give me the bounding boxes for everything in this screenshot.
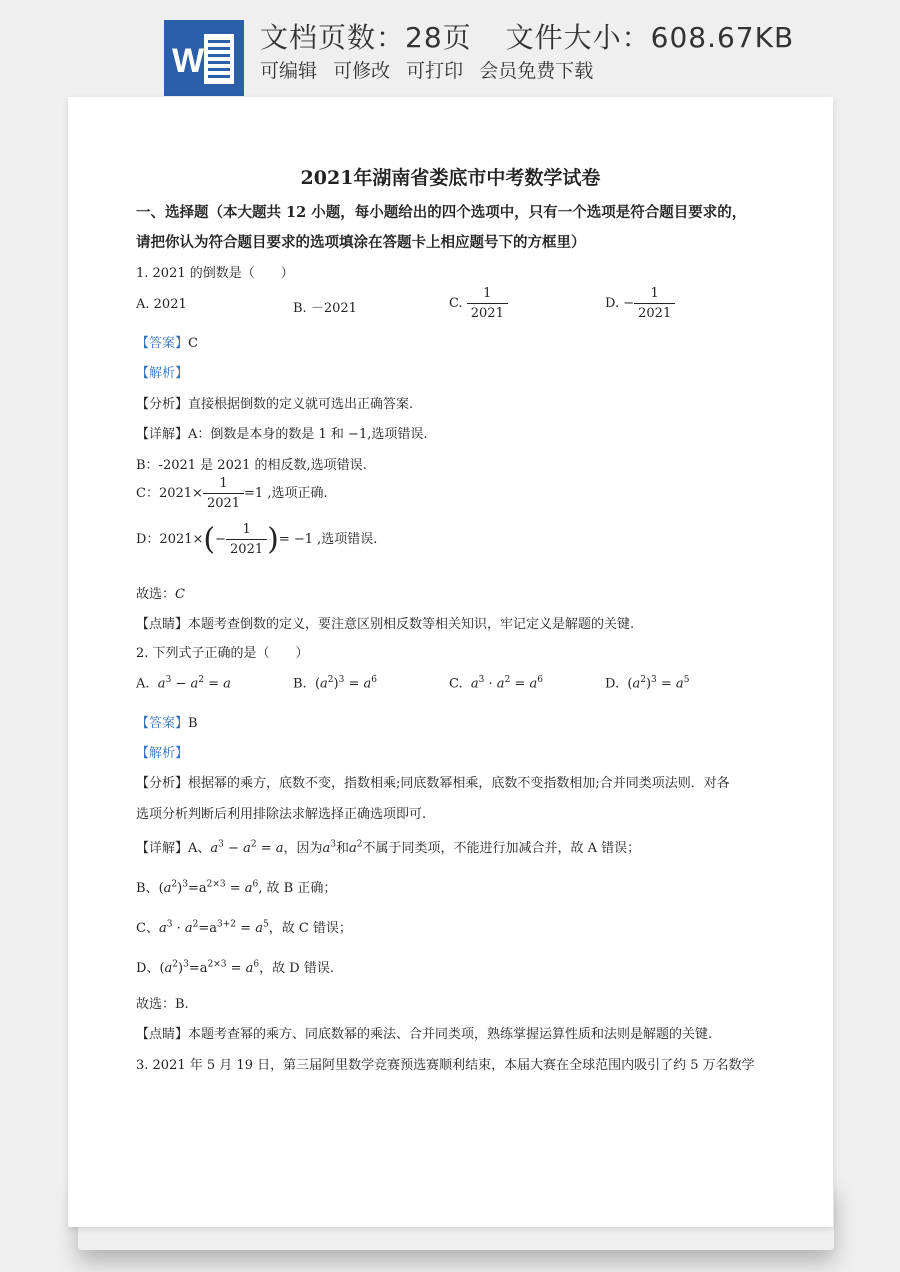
feature-modifiable: 可修改 — [333, 60, 391, 82]
q1-option-a: A. 2021 — [136, 297, 187, 312]
feature-editable: 可编辑 — [260, 60, 318, 82]
fraction-1-over-2021: $\frac{1}{2021}$ — [634, 287, 675, 320]
q2-option-c: C. $a^3 \cdot a^2 = a^6$ — [449, 675, 543, 692]
q1-fenxi: 【分析】直接根据倒数的定义就可选出正确答案. — [136, 397, 414, 412]
fraction-1-over-2021: $\frac{1}{2021}$ — [226, 523, 267, 556]
q2-fenxi-line1: 【分析】根据幂的乘方，底数不变，指数相乘;同底数幂相乘，底数不变指数相加;合并同类项法则．对各 — [136, 776, 730, 791]
q2-fenxi-line2: 选项分析判断后利用排除法求解选择正确选项即可. — [136, 807, 427, 822]
q1-detail-a: 【详解】A：倒数是本身的数是 1 和 −1,选项错误. — [136, 427, 428, 442]
q2-stem: 2. 下列式子正确的是（ ） — [136, 646, 309, 661]
exam-title: 2021年湖南省娄底市中考数学试卷 — [300, 167, 601, 189]
q2-option-a: A. $a^3 - a^2 = a$ — [136, 675, 231, 692]
fraction-1-over-2021: $\frac{1}{2021}$ — [467, 287, 508, 320]
q2-option-b: B. $(a^2)^3 = a^6$ — [293, 675, 378, 692]
banner-features — [260, 56, 603, 83]
q1-stem: 1. 2021 的倒数是（ ） — [136, 266, 294, 281]
q1-analysis-tag: 【解析】 — [136, 366, 189, 381]
q2-dianjing: 【点睛】本题考查幂的乘方、同底数幂的乘法、合并同类项，熟练掌握运算性质和法则是解题的关键. — [136, 1027, 713, 1042]
feature-printable: 可打印 — [406, 60, 464, 82]
q1-detail-b: B：-2021 是 2021 的相反数,选项错误. — [136, 458, 367, 473]
q2-detail-a: 【详解】A、$a^3 - a^2 = a$，因为$a^3$和$a^2$不属于同类项，不能进行加减合并，故 A 错误； — [136, 839, 641, 856]
file-size: 文件大小：608.67KB — [505, 21, 795, 54]
q1-dianjing: 【点睛】本题考查倒数的定义，要注意区别相反数等相关知识，牢记定义是解题的关键. — [136, 617, 635, 632]
q2-option-d: D. $(a^2)^3 = a^5$ — [605, 675, 690, 692]
feature-free-download: 会员免费下载 — [479, 60, 594, 82]
q1-option-c: C. $\frac{1}{2021}$ — [449, 287, 508, 320]
q2-answer: 【答案】B — [136, 716, 198, 731]
q1-option-b: B. －2021 — [293, 301, 357, 316]
q1-option-d: D. − $\frac{1}{2021}$ — [605, 287, 675, 320]
q2-analysis-tag: 【解析】 — [136, 746, 189, 761]
download-banner — [0, 0, 900, 100]
page-count: 文档页数：28页 — [260, 21, 472, 54]
document-page — [68, 97, 833, 1227]
q2-choice: 故选：B. — [136, 997, 189, 1012]
word-document-icon — [164, 20, 244, 96]
q1-answer: 【答案】C — [136, 336, 198, 351]
q2-detail-d: D、$(a^2)^3=a^{2\times 3} = a^6$，故 D 错误. — [136, 959, 334, 976]
banner-file-info — [260, 16, 794, 56]
svg-text:W: W — [172, 42, 205, 80]
q3-stem: 3. 2021 年 5 月 19 日，第三届阿里数学竞赛预选赛顺利结束，本届大赛在全球范围内吸引了约 5 万名数学 — [136, 1058, 755, 1073]
q1-detail-c: C：2021× $\frac{1}{2021}$ =1 ,选项正确. — [136, 476, 328, 511]
q1-choice: 故选：C — [136, 587, 185, 602]
q1-detail-d: D：2021×(− $\frac{1}{2021}$ )= −1 ,选项错误. — [136, 522, 378, 557]
section-heading-line1: 一、选择题（本大题共 12 小题，每小题给出的四个选项中，只有一个选项是符合题目要求的， — [136, 204, 747, 221]
section-heading-line2: 请把你认为符合题目要求的选项填涂在答题卡上相应题号下的方框里） — [136, 234, 586, 251]
q2-detail-c: C、$a^3 \cdot a^2=a^{3+2} = a^5$，故 C 错误； — [136, 919, 352, 936]
fraction-1-over-2021: $\frac{1}{2021}$ — [203, 477, 244, 510]
q2-detail-b: B、$(a^2)^3=a^{2\times 3} = a^6$, 故 B 正确； — [136, 879, 337, 896]
